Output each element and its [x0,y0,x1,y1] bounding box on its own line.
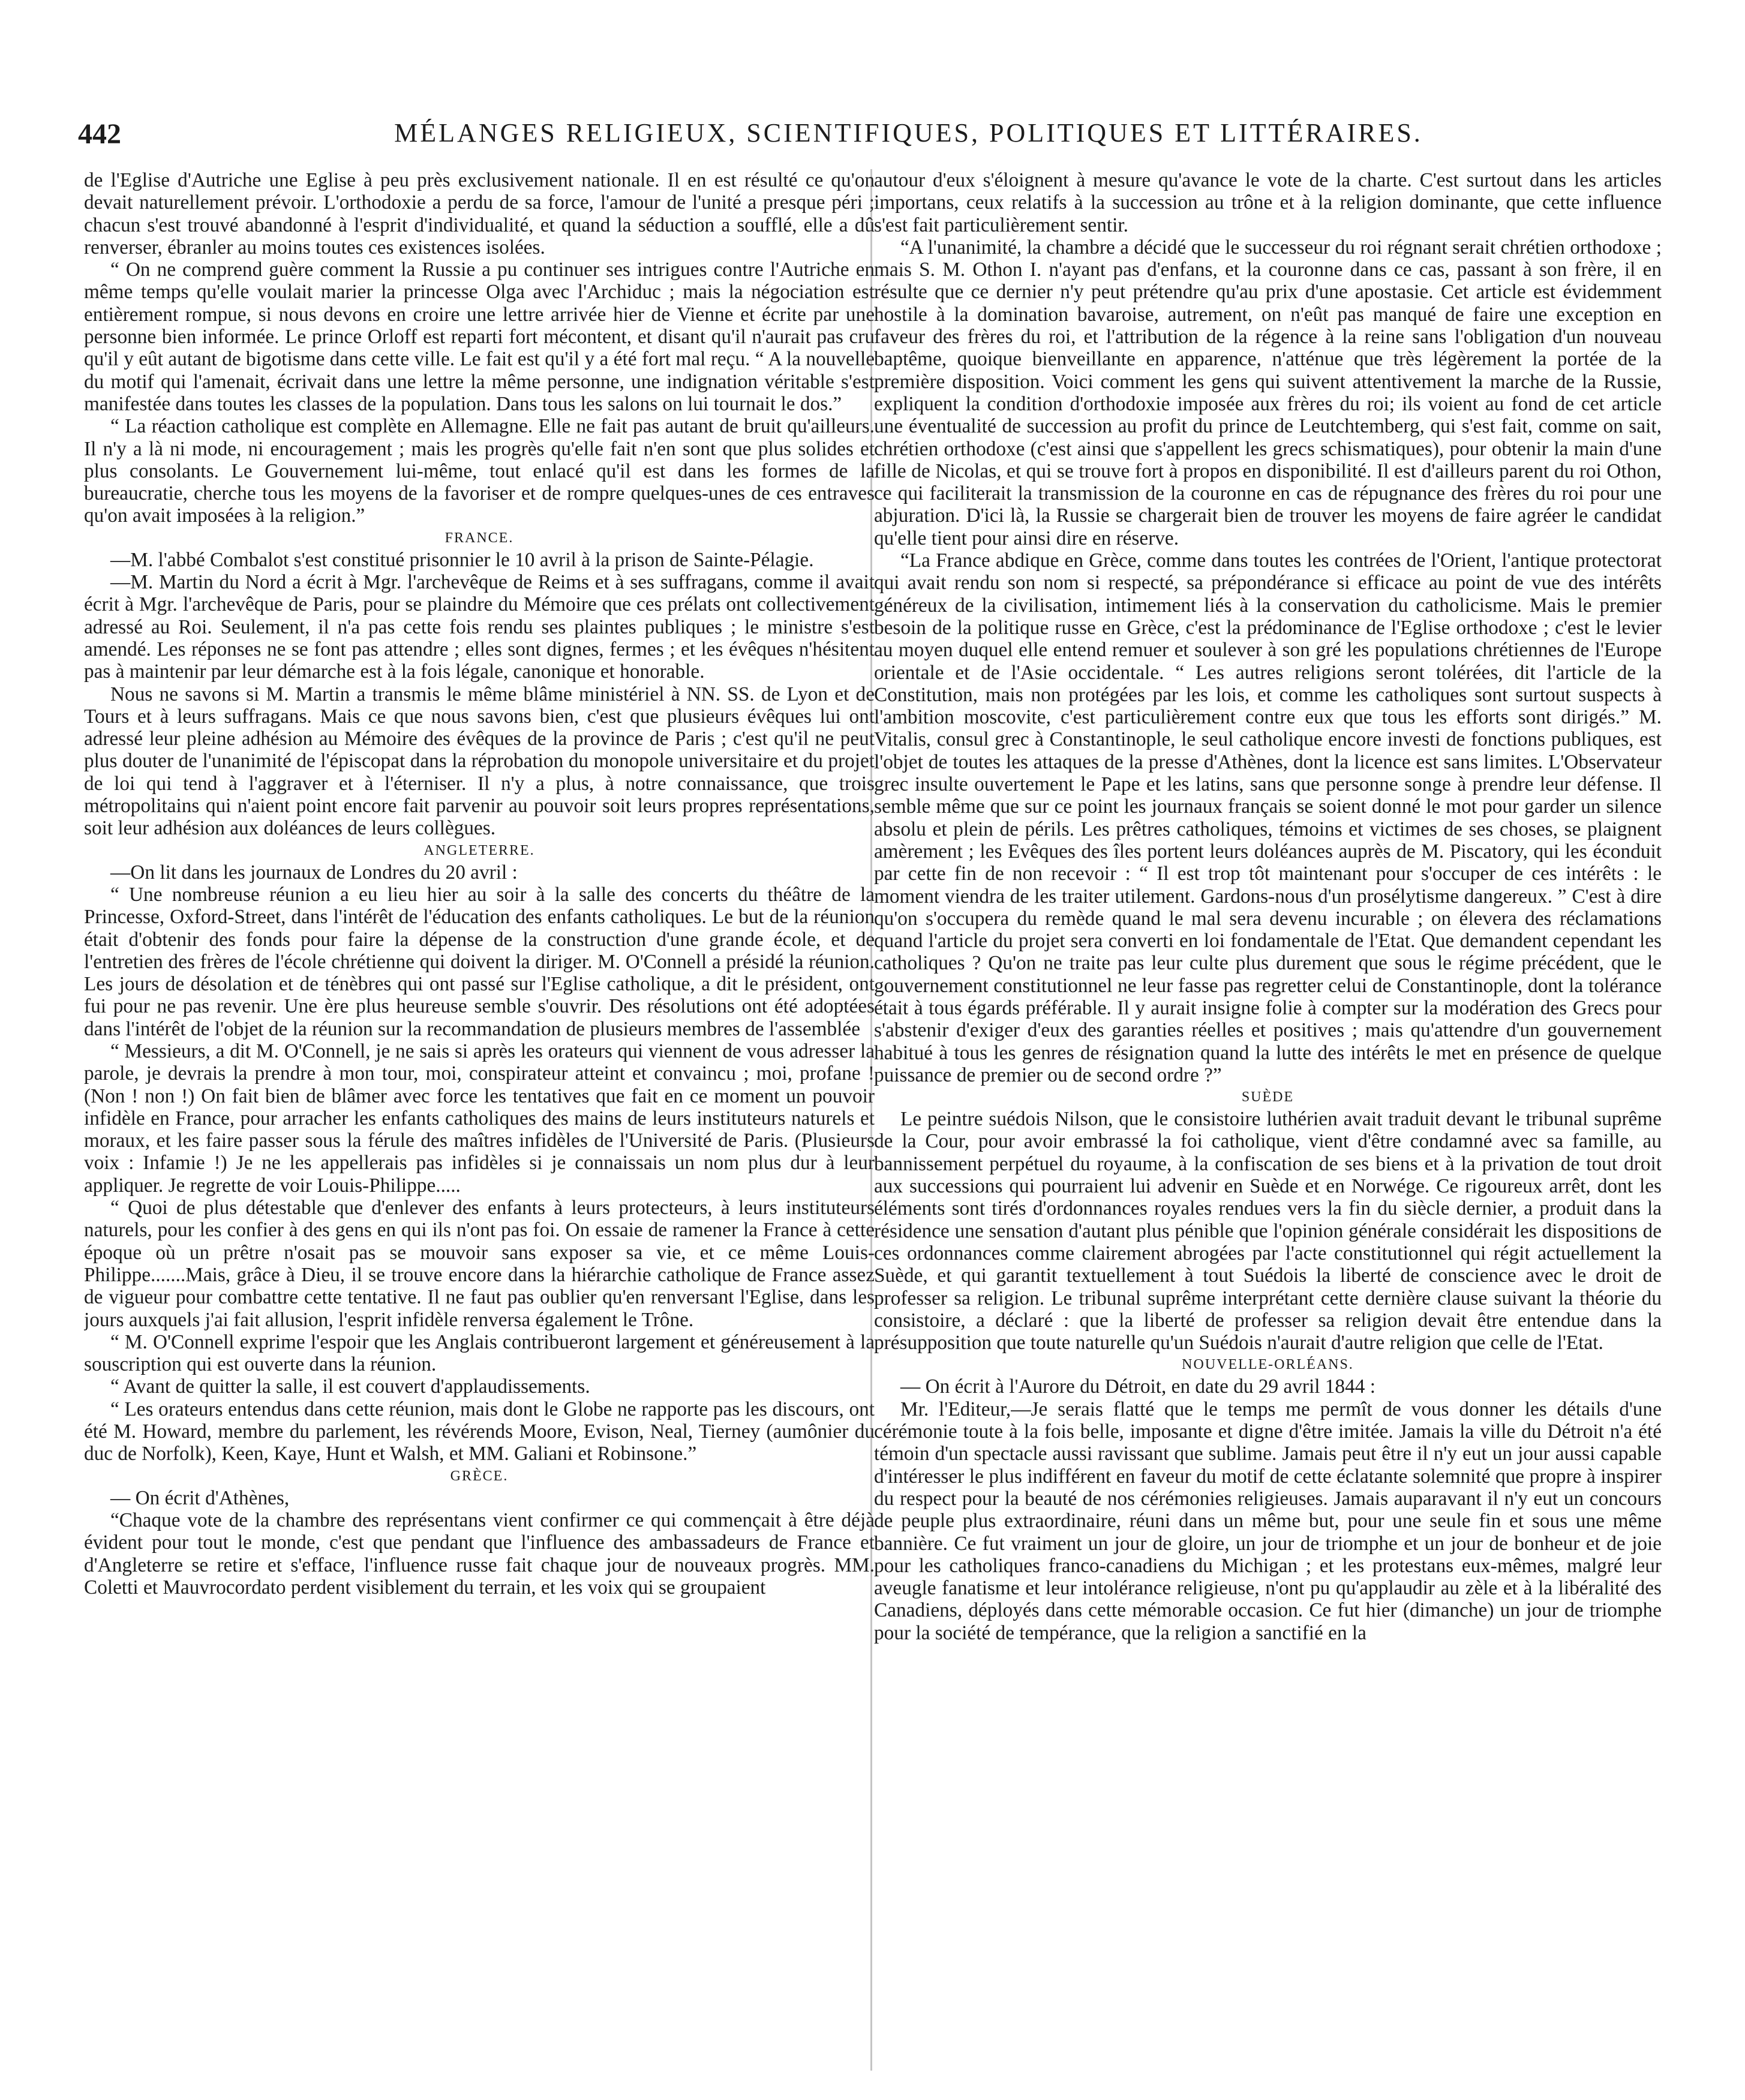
paragraph: —On lit dans les journaux de Londres du 20 avril : [110,861,518,884]
paragraph: Le peintre suédois Nilson, que le consistoire luthérien avait traduit devant le tribunal suprême de la Cour, pour avoir embrassé la foi catholique, vient d'être condamné avec sa famille, au bannissement perpétuel du royaume, à la confiscation de ses biens et à la privation de tout droit aux successions qui pourraient lui advenir en Suède et en Norwége. Ce rigoureux arrêt, dont les éléments sont tirés d'ordonnances royales rendues vers la fin du siècle dernier, a produit dans la résidence une sensation d'autant plus pénible que l'opinion générale considérait les dispositions de ces ordonnances comme clairement abrogées par l'acte constitutionnel qui régit actuellement la Suède, et qui garantit textuellement à tout Suédois la liberté de conscience avec le droit de professer sa religion. Le tribunal suprême interprétant cette dernière clause suivant la théorie du consistoire, a déclaré : que la liberté de professer sa religion devait être entendue dans la présupposition que toute naturelle qu'un Suédois n'aurait d'autre religion que celle de l'Etat. [874,1108,1662,1354]
paragraph: “ Avant de quitter la salle, il est couvert d'applaudissements. [110,1375,590,1398]
paragraph: “ M. O'Connell exprime l'espoir que les Anglais contribueront largement et généreusement à la souscription qui est ouverte dans la réunion. [84,1330,875,1376]
paragraph: Nous ne savons si M. Martin a transmis le même blâme ministériel à NN. SS. de Lyon et de Tours et à leurs suffragans. Mais ce que nous savons bien, c'est que plusieurs évêques lui ont adressé leur pleine adhésion au Mémoire des évêques de la province de Paris ; c'est qu'il ne peut plus douter de l'unanimité de l'épiscopat dans la réprobation du monopole universitaire et du projet de loi qui tend à l'aggraver et à l'éterniser. Il n'y a plus, à notre connaissance, que trois métropolitains qui n'aient point encore fait parvenir au pouvoir soit leurs propres représentations, soit leur adhésion aux doléances de leurs collègues. [84,683,875,840]
paragraph: — On écrit d'Athènes, [110,1486,290,1509]
paragraph: —M. Martin du Nord a écrit à Mgr. l'archevêque de Reims et à ses suffragans, comme il avait écrit à Mgr. l'archevêque de Paris, pour se plaindre du Mémoire que ces prélats ont collectivement adressé au Roi. Seulement, il n'a pas cette fois rendu ses plaintes publiques ; le ministre s'est amendé. Les réponses ne se font pas attendre ; elles sont dignes, fermes ; et les évêques n'hésitent pas à maintenir par leur démarche est à la fois légale, canonique et honorable. [84,571,875,683]
paragraph: de l'Eglise d'Autriche une Eglise à peu près exclusivement nationale. Il en est résulté ce qu'on devait naturellement prévoir. L'orthodoxie a perdu de sa force, l'amour de l'unité a presque péri ; chacun s'est trouvé abandonné à l'esprit d'individualité, et quand la séduction a soufflé, elle a dû renverser, ébranler au moins toutes ces existences isolées. [84,169,875,259]
paragraph: —M. l'abbé Combalot s'est constitué prisonnier le 10 avril à la prison de Sainte-Pélagie. [110,548,814,571]
column-divider [870,169,872,2071]
right-column [874,169,1662,2077]
paragraph: “ Une nombreuse réunion a eu lieu hier au soir à la salle des concerts du théâtre de la Princesse, Oxford-Street, dans l'intérêt de l'éducation des enfants catholiques. Le but de la réunion était d'obtenir des fonds pour faire la dépense de la construction d'une grande école, et de l'entretien des frères de l'école chrétienne qui doivent la diriger. M. O'Connell a présidé la réunion. Les jours de désolation et de ténèbres qui ont passé sur l'Eglise catholique, a dit le président, ont fui pour ne pas revenir. Une ère plus heureuse semble s'ouvrir. Des résolutions ont été adoptées dans l'intérêt de l'objet de la réunion sur la recommandation de plusieurs membres de l'assemblée [84,883,875,1040]
page-header [78,118,1667,154]
paragraph: “La France abdique en Grèce, comme dans toutes les contrées de l'Orient, l'antique protectorat qui avait rendu son nom si respecté, sa prépondérance si efficace au point de vue des intérêts généreux de la civilisation, intimement liés à la conservation du catholicisme. Mais le premier besoin de la politique russe en Grèce, c'est la prédominance de l'Eglise orthodoxe ; c'est le levier au moyen duquel elle entend remuer et soulever à son gré les populations chrétiennes de l'Europe orientale et de l'Asie occidentale. “ Les autres religions seront tolérées, dit l'article de la Constitution, mais non protégées par les lois, et comme les catholiques sont surtout suspects à l'ambition moscovite, c'est particulièrement contre eux que tous les efforts sont dirigés.” M. Vitalis, consul grec à Constantinople, le seul catholique encore investi de fonctions publiques, est l'objet de toutes les attaques de la presse d'Athènes, dont la licence est sans limites. L'Observateur grec insulte ouvertement le Pape et les latins, sans que personne songe à prendre leur défense. Il semble même que sur ce point les journaux français se soient donné le mot pour garder un silence absolu et plein de périls. Les prêtres catholiques, témoins et victimes de ses choses, se plaignent amèrement ; les Evêques des îles portent leurs doléances auprès de M. Piscatory, qui les éconduit par cette fin de non recevoir : “ Il est trop tôt maintenant pour s'occuper de ces intérêts : le moment viendra de les traiter utilement. Gardons-nous d'un prosélytisme dangereux. ” C'est à dire qu'on s'occupera du remède quand le mal sera devenu incurable ; on élevera des réclamations quand l'article du projet sera converti en loi fondamentale de l'Etat. Que demandent cependant les catholiques ? Qu'on ne traite pas leur culte plus durement que sous le régime précédent, que le gouvernement constitutionnel ne leur fasse pas regretter celui de Constantinople, dont la tolérance était à tous égards préférable. Il y aurait insigne folie à compter sur la modération des Grecs pour s'abstenir d'exiger d'eux des garanties réelles et positives ; mais qu'attendre d'un gouvernement habitué à tous les genres de résignation quand la lutte des intérêts le met en présence de quelque puissance de premier ou de second ordre ?” [874,549,1662,1086]
running-title: MÉLANGES RELIGIEUX, SCIENTIFIQUES, POLITIQUES ET LITTÉRAIRES. [394,118,1423,148]
section-heading-grece: GRÈCE. [450,1468,509,1484]
paragraph: — On écrit à l'Aurore du Détroit, en date du 29 avril 1844 : [900,1375,1375,1398]
paragraph: Mr. l'Editeur,—Je serais flatté que le temps me permît de vous donner les détails d'une cérémonie toute à la fois belle, imposante et digne d'être imitée. Jamais la ville du Détroit n'a été témoin d'un spectacle aussi ravissant que sublime. Jamais peut être il n'y eut un jour aussi capable d'intéresser le plus indifférent en faveur du motif de cette éclatante solemnité que propre à inspirer du respect pour la beauté de nos cérémonies religieuses. Jamais auparavant il n'y eut un concours de peuple plus extraordinaire, réuni dans un même but, pour une seule fin et sous une même bannière. Ce fut vraiment un jour de gloire, un jour de triomphe et un jour de bonheur et de joie pour les catholiques franco-canadiens du Michigan ; et les protestans eux-mêmes, malgré leur aveugle fanatisme et leur intolérance religieuse, n'ont pu qu'applaudir au zèle et à la libéralité des Canadiens, déployés dans cette mémorable occasion. Ce fut hier (dimanche) un jour de triomphe pour la société de tempérance, que la religion a sanctifié en la [874,1398,1662,1644]
left-column [84,169,875,2077]
section-heading-suede: SUÈDE [1241,1089,1295,1105]
paragraph: “ Messieurs, a dit M. O'Connell, je ne sais si après les orateurs qui viennent de vous adresser la parole, je devrais la prendre à mon tour, moi, conspirateur atteint et convaincu ; moi, profane ! (Non ! non !) On fait bien de blâmer avec force les tentatives que fait en ce moment un pouvoir infidèle en France, pour arracher les enfants catholiques des mains de leurs instituteurs naturels et moraux, et les faire passer sous la férule des maîtres infidèles de l'Université de Paris. (Plusieurs voix : Infamie !) Je ne les appellerais pas infidèles si je connaissais un nom plus dur à leur appliquer. Je regrette de voir Louis-Philippe..... [84,1040,875,1197]
section-heading-angleterre: ANGLETERRE. [424,842,535,858]
paragraph: “Chaque vote de la chambre des représentans vient confirmer ce qui commençait à être déjà évident pour tout le monde, c'est que pendant que l'influence des ambassadeurs de France et d'Angleterre se retire et s'efface, l'influence russe fait chaque jour de nouveaux progrès. MM. Coletti et Mauvrocordato perdent visiblement du terrain, et les voix qui se groupaient [84,1509,875,1599]
paragraph: “ On ne comprend guère comment la Russie a pu continuer ses intrigues contre l'Autriche en même temps qu'elle voulait marier la princesse Olga avec l'Archiduc ; mais la négociation est entièrement rompue, si nous devons en croire une lettre arrivée hier de Vienne et écrite par une personne bien informée. Le prince Orloff est reparti fort mécontent, et disant qu'il n'aurait pas cru qu'il y eût autant de bigotisme dans cette ville. Le fait est qu'il y a été fort mal reçu. “ A la nouvelle du motif qui l'amenait, écrivait dans une lettre la même personne, une indignation véritable s'est manifestée dans toutes les classes de la population. Dans tous les salons on lui tournait le dos.” [84,259,875,415]
page-number: 442 [78,118,121,150]
section-heading-france: FRANCE. [444,530,514,546]
paragraph: “ La réaction catholique est complète en Allemagne. Elle ne fait pas autant de bruit qu'ailleurs. Il n'y a là ni mode, ni encouragement ; mais les progrès qu'elle fait n'en sont que plus solides et plus consolants. Le Gouvernement lui-même, tout enlacé qu'il est dans les formes de la bureaucratie, cherche tous les moyens de la favoriser et de rompre quelques-unes de ces entraves qu'on avait imposées à la religion.” [84,415,875,527]
paragraph: “ Les orateurs entendus dans cette réunion, mais dont le Globe ne rapporte pas les discours, ont été M. Howard, membre du parlement, les révérends Moore, Evison, Neal, Tierney (aumônier du duc de Norfolk), Keen, Kaye, Hunt et Walsh, et MM. Galiani et Robinsone.” [84,1398,875,1465]
paragraph: “ Quoi de plus détestable que d'enlever des enfants à leurs protecteurs, à leurs instituteurs naturels, pour les confier à des gens en qui ils n'ont pas foi. On essaie de ramener la France à cette époque où un prêtre n'osait pas se mouvoir sans exposer sa vie, et ce même Louis-Philippe.......Mais, grâce à Dieu, il se trouve encore dans la hiérarchie catholique de France assez de vigueur pour combattre cette tentative. Il ne faut pas oublier qu'en renversant l'Eglise, dans les jours auxquels j'ai fait allusion, l'esprit infidèle renversa également le Trône. [84,1197,875,1331]
section-heading-nouvelle-orleans: NOUVELLE-ORLÉANS. [1182,1357,1354,1373]
paragraph: “A l'unanimité, la chambre a décidé que le successeur du roi régnant serait chrétien orthodoxe ; mais S. M. Othon I. n'ayant pas d'enfans, et la couronne dans ce cas, passant à son frère, il en résulte que ce dernier n'y peut prétendre qu'au prix d'une apostasie. Cet article est évidemment hostile à la domination bavaroise, autrement, on n'eût pas manqué de faire une exception en faveur des frères du roi, et l'attribution de la régence à la reine sans l'obligation d'un nouveau baptême, quoique bienveillante en apparence, n'atténue que très légèrement la portée de la première disposition. Voici comment les gens qui suivent attentivement la marche de la Russie, expliquent la condition d'orthodoxie imposée aux frères du roi; ils voient au fond de cet article une éventualité de succession au profit du prince de Leutchtemberg, qui s'est fait, comme on sait, chrétien orthodoxe (c'est ainsi que s'appellent les grecs schismatiques), pour obtenir la main d'une fille de Nicolas, et qui se trouve fort à propos en disponibilité. Il est d'ailleurs parent du roi Othon, ce qui faciliterait la transmission de la couronne en cas de répugnance des frères du roi pour une abjuration. D'ici là, la Russie se chargerait bien de trouver les moyens de faire agréer le candidat qu'elle tient pour ainsi dire en réserve. [874,236,1662,549]
paragraph: autour d'eux s'éloignent à mesure qu'avance le vote de la charte. C'est surtout dans les articles importans, ceux relatifs à la succession au trône et à la religion dominante, que cette influence s'est fait particulièrement sentir. [874,169,1662,236]
